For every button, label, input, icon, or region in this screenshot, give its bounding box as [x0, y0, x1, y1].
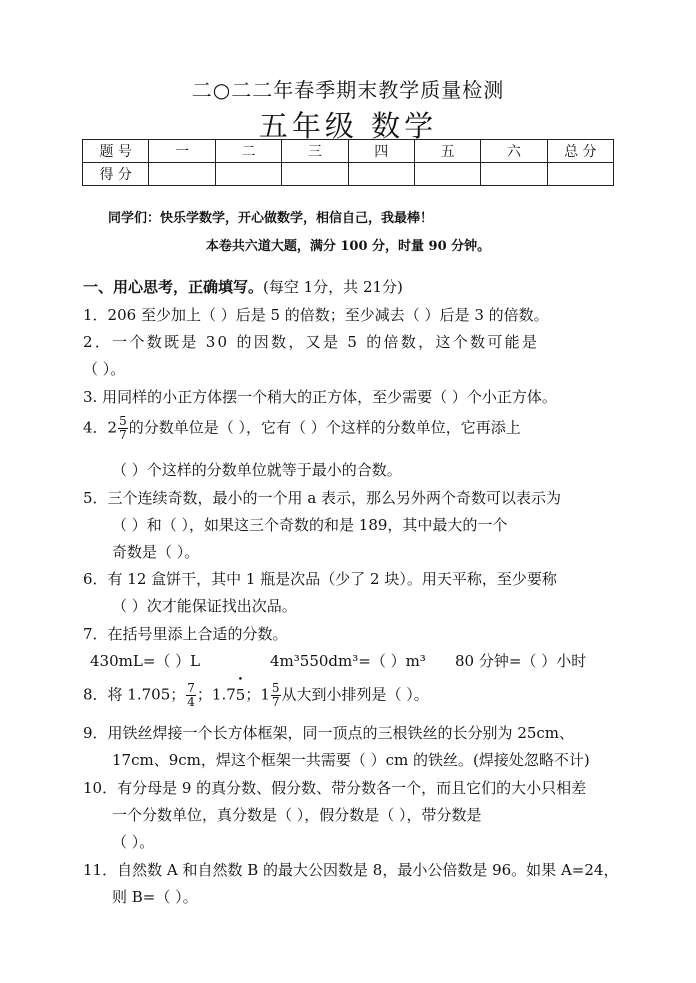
fraction-denominator: 4: [187, 695, 195, 709]
score-cell[interactable]: [149, 163, 215, 186]
fraction-numerator: 7: [187, 681, 195, 695]
q7-conversion-1: 430mL=（ ）L: [90, 652, 201, 670]
question-7: 7．在括号里添上合适的分数。: [83, 625, 288, 643]
question-5-line-3: 奇数是（ ）。: [112, 543, 200, 561]
question-11: 11．自然数 A 和自然数 B 的最大公因数是 8，最小公倍数是 96。如果 A=24，: [83, 861, 619, 879]
score-header-cell: 六: [481, 140, 547, 163]
question-11-line-2: 则 B=（ ）。: [112, 888, 198, 906]
question-10-line-3: （ ）。: [112, 833, 155, 851]
fraction-denominator: 7: [271, 695, 280, 709]
question-6: 6．有 12 盒饼干，其中 1 瓶是次品（少了 2 块）。用天平称，至少要称: [83, 570, 557, 588]
repeating-digit: 5 •: [236, 686, 246, 704]
question-9-line-2: 17cm、9cm，焊这个框架一共需要（ ）cm 的铁丝。(焊接处忽略不计): [112, 751, 590, 769]
score-cell[interactable]: [282, 163, 348, 186]
score-cell[interactable]: [348, 163, 414, 186]
score-header-cell: 四: [348, 140, 414, 163]
question-4: [83, 415, 521, 442]
score-header-cell: 五: [414, 140, 480, 163]
section-1-heading: [83, 276, 403, 297]
question-10: 10．有分母是 9 的真分数、假分数、带分数各一个，而且它们的大小只相差: [83, 779, 587, 797]
q8-text: 从大到小排列是（ ）。: [281, 685, 429, 704]
score-table-score-row: [83, 163, 614, 186]
question-9: 9．用铁丝焊接一个长方体框架，同一顶点的三根铁丝的长分别为 25cm、: [83, 724, 575, 742]
fraction: [118, 415, 128, 442]
score-cell[interactable]: [481, 163, 547, 186]
q4-text: 的分数单位是（ ），它有（ ）个这样的分数单位，它再添上: [128, 418, 521, 437]
score-row-label: 得 分: [83, 163, 149, 186]
question-3: 3. 用同样的小正方体摆一个稍大的正方体，至少需要（ ）个小正方体。: [83, 388, 557, 406]
q7-conversion-2: 4m³550dm³=（ ）m³: [270, 652, 426, 670]
q8-text: ；1: [245, 685, 270, 704]
score-header-cell: 一: [149, 140, 215, 163]
q8-text: ；1.7: [196, 685, 236, 704]
question-10-line-2: 一个分数单位，真分数是（ ），假分数是（ ），带分数是: [112, 806, 482, 824]
score-header-cell: 总 分: [547, 140, 613, 163]
question-2-answer-line: （ ）。: [83, 360, 126, 378]
exam-info: 本卷共六道大题，满分 100 分，时量 90 分钟。: [205, 239, 491, 254]
score-header-cell: 三: [282, 140, 348, 163]
section-1-note: (每空 1分，共 21分): [263, 278, 403, 296]
fraction: [271, 682, 281, 709]
question-5-line-2: （ ）和（ ），如果这三个奇数的和是 189，其中最大的一个: [112, 516, 508, 534]
score-cell[interactable]: [414, 163, 480, 186]
question-5: 5．三个连续奇数，最小的一个用 a 表示，那么另外两个奇数可以表示为: [83, 489, 562, 507]
exam-title: 二○二二年春季期末教学质量检测: [191, 78, 505, 102]
exam-subtitle: 五年级 数学: [258, 109, 438, 143]
score-cell[interactable]: [547, 163, 613, 186]
question-4-line-2: （ ）个这样的分数单位就等于最小的合数。: [112, 461, 402, 479]
question-8: [83, 682, 429, 709]
fraction-denominator: 7: [119, 428, 127, 442]
score-table-header-row: [83, 140, 614, 163]
encouragement-text: 同学们：快乐学数学，开心做数学，相信自己，我最棒！: [108, 211, 434, 226]
q8-prefix: 8．将 1.705；: [83, 685, 186, 704]
fraction: [186, 682, 196, 709]
question-6-line-2: （ ）次才能保证找出次品。: [112, 597, 297, 615]
question-2: 2．一个数既是 30 的因数，又是 5 的倍数，这个数可能是: [83, 333, 540, 351]
fraction-numerator: 5: [271, 681, 280, 695]
question-1: 1．206 至少加上（ ）后是 5 的倍数；至少减去（ ）后是 3 的倍数。: [83, 306, 549, 324]
score-header-cell: 题 号: [83, 140, 149, 163]
q4-prefix: 4．2: [83, 418, 118, 437]
score-cell[interactable]: [215, 163, 281, 186]
score-header-cell: 二: [215, 140, 281, 163]
fraction-numerator: 5: [119, 414, 127, 428]
score-table: [82, 139, 614, 186]
section-1-title: 一、用心思考，正确填写。: [83, 278, 264, 296]
q7-conversion-3: 80 分钟=（ ）小时: [455, 652, 587, 670]
